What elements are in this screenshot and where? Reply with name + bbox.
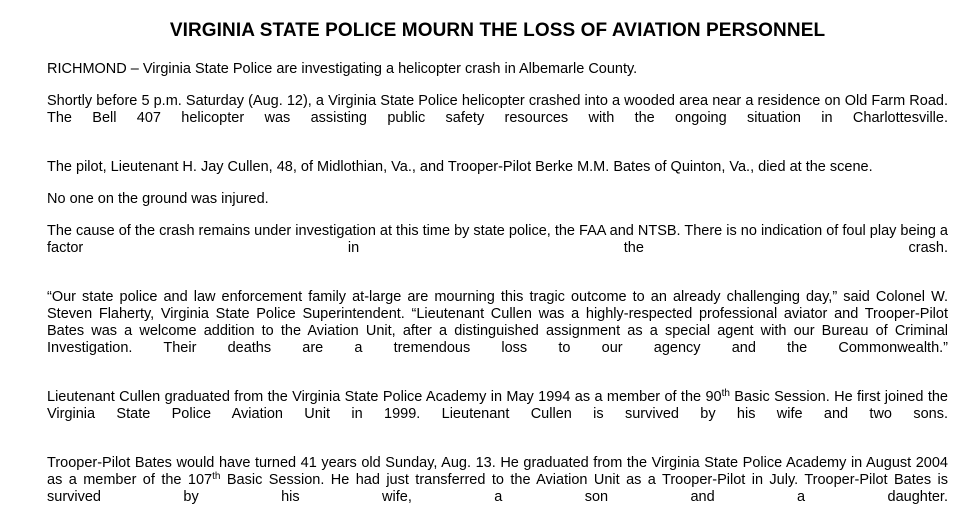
paragraph-dateline: RICHMOND – Virginia State Police are investigating a helicopter crash in Albemarle County. <box>47 61 638 77</box>
paragraph-investigation: The cause of the crash remains under investigation at this time by state police, the FAA and NTSB. There is no indication of foul play being a factor in the crash. <box>47 223 948 256</box>
press-release-title: VIRGINIA STATE POLICE MOURN THE LOSS OF AVIATION PERSONNEL <box>169 20 826 41</box>
cullen-bio-ordinal-suffix: th <box>721 388 730 399</box>
bates-bio-text-before: Trooper-Pilot Bates would have turned 41 years old Sunday, Aug. 13. He graduated from the Virginia State Police Academy in August 2004 as a member of the 107 <box>47 455 948 488</box>
cullen-bio-text-before: Lieutenant Cullen graduated from the Virginia State Police Academy in May 1994 as a member of the 90 <box>47 389 722 405</box>
bates-bio-ordinal-suffix: th <box>212 471 221 482</box>
paragraph-no-ground-injuries: No one on the ground was injured. <box>47 191 269 207</box>
paragraph-crash-details: Shortly before 5 p.m. Saturday (Aug. 12), a Virginia State Police helicopter crashed into a wooded area near a residence on Old Farm Road. The Bell 407 helicopter was assisting public safety resources with the ongoing situation in Charlottesville. <box>47 93 948 126</box>
bates-bio-text-after: Basic Session. He had just transferred to the Aviation Unit as a Trooper-Pilot in July. Trooper-Pilot Bates is survived by his wife, a son and a daughter. <box>47 472 948 505</box>
paragraph-superintendent-quote: “Our state police and law enforcement family at-large are mourning this tragic outcome to an already challenging day,” said Colonel W. Steven Flaherty, Virginia State Police Superintendent. “Lieutenant Cullen was a highly-respected professional aviator and Trooper-Pilot Bates was a welcome addition to the Aviation Unit, after a distinguished assignment as a special agent with our Bureau of Criminal Investigation. Their deaths are a tremendous loss to our agency and the Commonwealth.” <box>47 289 948 356</box>
cullen-bio-text-after: Basic Session. He first joined the Virginia State Police Aviation Unit in 1999. Lieutenant Cullen is survived by his wife and two sons. <box>47 389 948 422</box>
paragraph-bates-bio <box>47 455 948 523</box>
paragraph-victims: The pilot, Lieutenant H. Jay Cullen, 48, of Midlothian, Va., and Trooper-Pilot Berke M.M. Bates of Quinton, Va., died at the scene. <box>47 159 873 175</box>
press-release-body <box>47 61 948 523</box>
paragraph-cullen-bio <box>47 389 948 440</box>
